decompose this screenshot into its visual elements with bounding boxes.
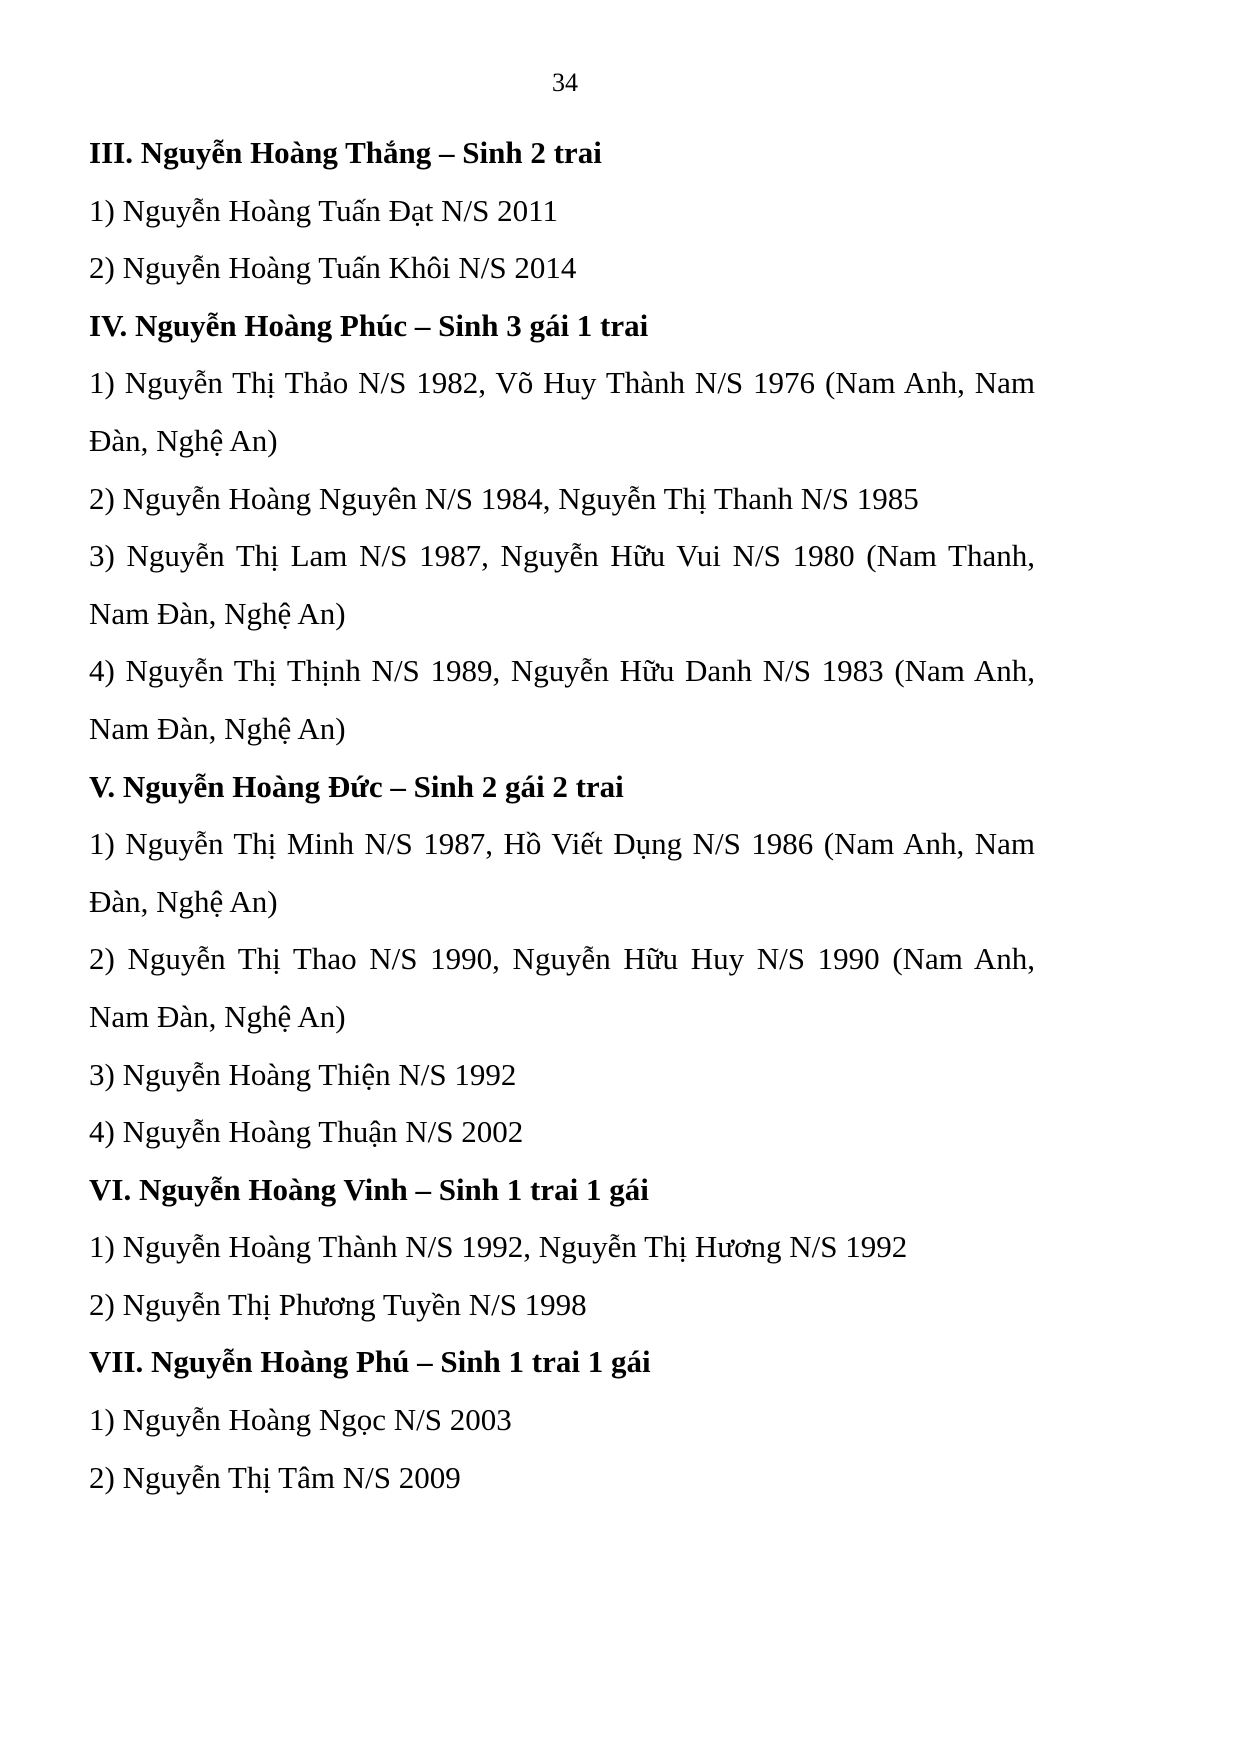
list-item: 2) Nguyễn Thị Tâm N/S 2009 xyxy=(89,1459,461,1495)
list-item: 3) Nguyễn Hoàng Thiện N/S 1992 xyxy=(89,1056,517,1092)
list-item: 2) Nguyễn Thị Phương Tuyền N/S 1998 xyxy=(89,1286,587,1322)
list-item: 1) Nguyễn Hoàng Thành N/S 1992, Nguyễn Thị Hương N/S 1992 xyxy=(89,1229,908,1265)
list-item: 3) Nguyễn Thị Lam N/S 1987, Nguyễn Hữu Vui N/S 1980 (Nam Thanh, Nam Đàn, Nghệ An) xyxy=(89,538,1035,631)
section-heading: VII. Nguyễn Hoàng Phú – Sinh 1 trai 1 gái xyxy=(89,1344,651,1380)
section-heading: IV. Nguyễn Hoàng Phúc – Sinh 3 gái 1 trai xyxy=(89,307,649,343)
section-heading: V. Nguyễn Hoàng Đức – Sinh 2 gái 2 trai xyxy=(89,768,624,804)
page-number: 34 xyxy=(552,68,578,97)
document-body xyxy=(89,124,1035,1506)
list-item: 2) Nguyễn Hoàng Nguyên N/S 1984, Nguyễn Thị Thanh N/S 1985 xyxy=(89,480,919,516)
list-item: 2) Nguyễn Thị Thao N/S 1990, Nguyễn Hữu Huy N/S 1990 (Nam Anh, Nam Đàn, Nghệ An) xyxy=(89,941,1035,1034)
section-heading: III. Nguyễn Hoàng Thắng – Sinh 2 trai xyxy=(89,135,602,170)
list-item: 2) Nguyễn Hoàng Tuấn Khôi N/S 2014 xyxy=(89,250,577,286)
list-item: 1) Nguyễn Thị Minh N/S 1987, Hồ Viết Dụng N/S 1986 (Nam Anh, Nam Đàn, Nghệ An) xyxy=(89,826,1035,919)
list-item: 1) Nguyễn Hoàng Tuấn Đạt N/S 2011 xyxy=(89,192,559,228)
list-item: 4) Nguyễn Hoàng Thuận N/S 2002 xyxy=(89,1114,524,1150)
list-item: 1) Nguyễn Thị Thảo N/S 1982, Võ Huy Thành N/S 1976 (Nam Anh, Nam Đàn, Nghệ An) xyxy=(89,365,1035,458)
list-item: 4) Nguyễn Thị Thịnh N/S 1989, Nguyễn Hữu Danh N/S 1983 (Nam Anh, Nam Đàn, Nghệ An) xyxy=(89,653,1035,746)
list-item: 1) Nguyễn Hoàng Ngọc N/S 2003 xyxy=(89,1402,512,1438)
section-heading: VI. Nguyễn Hoàng Vinh – Sinh 1 trai 1 gái xyxy=(89,1171,649,1207)
